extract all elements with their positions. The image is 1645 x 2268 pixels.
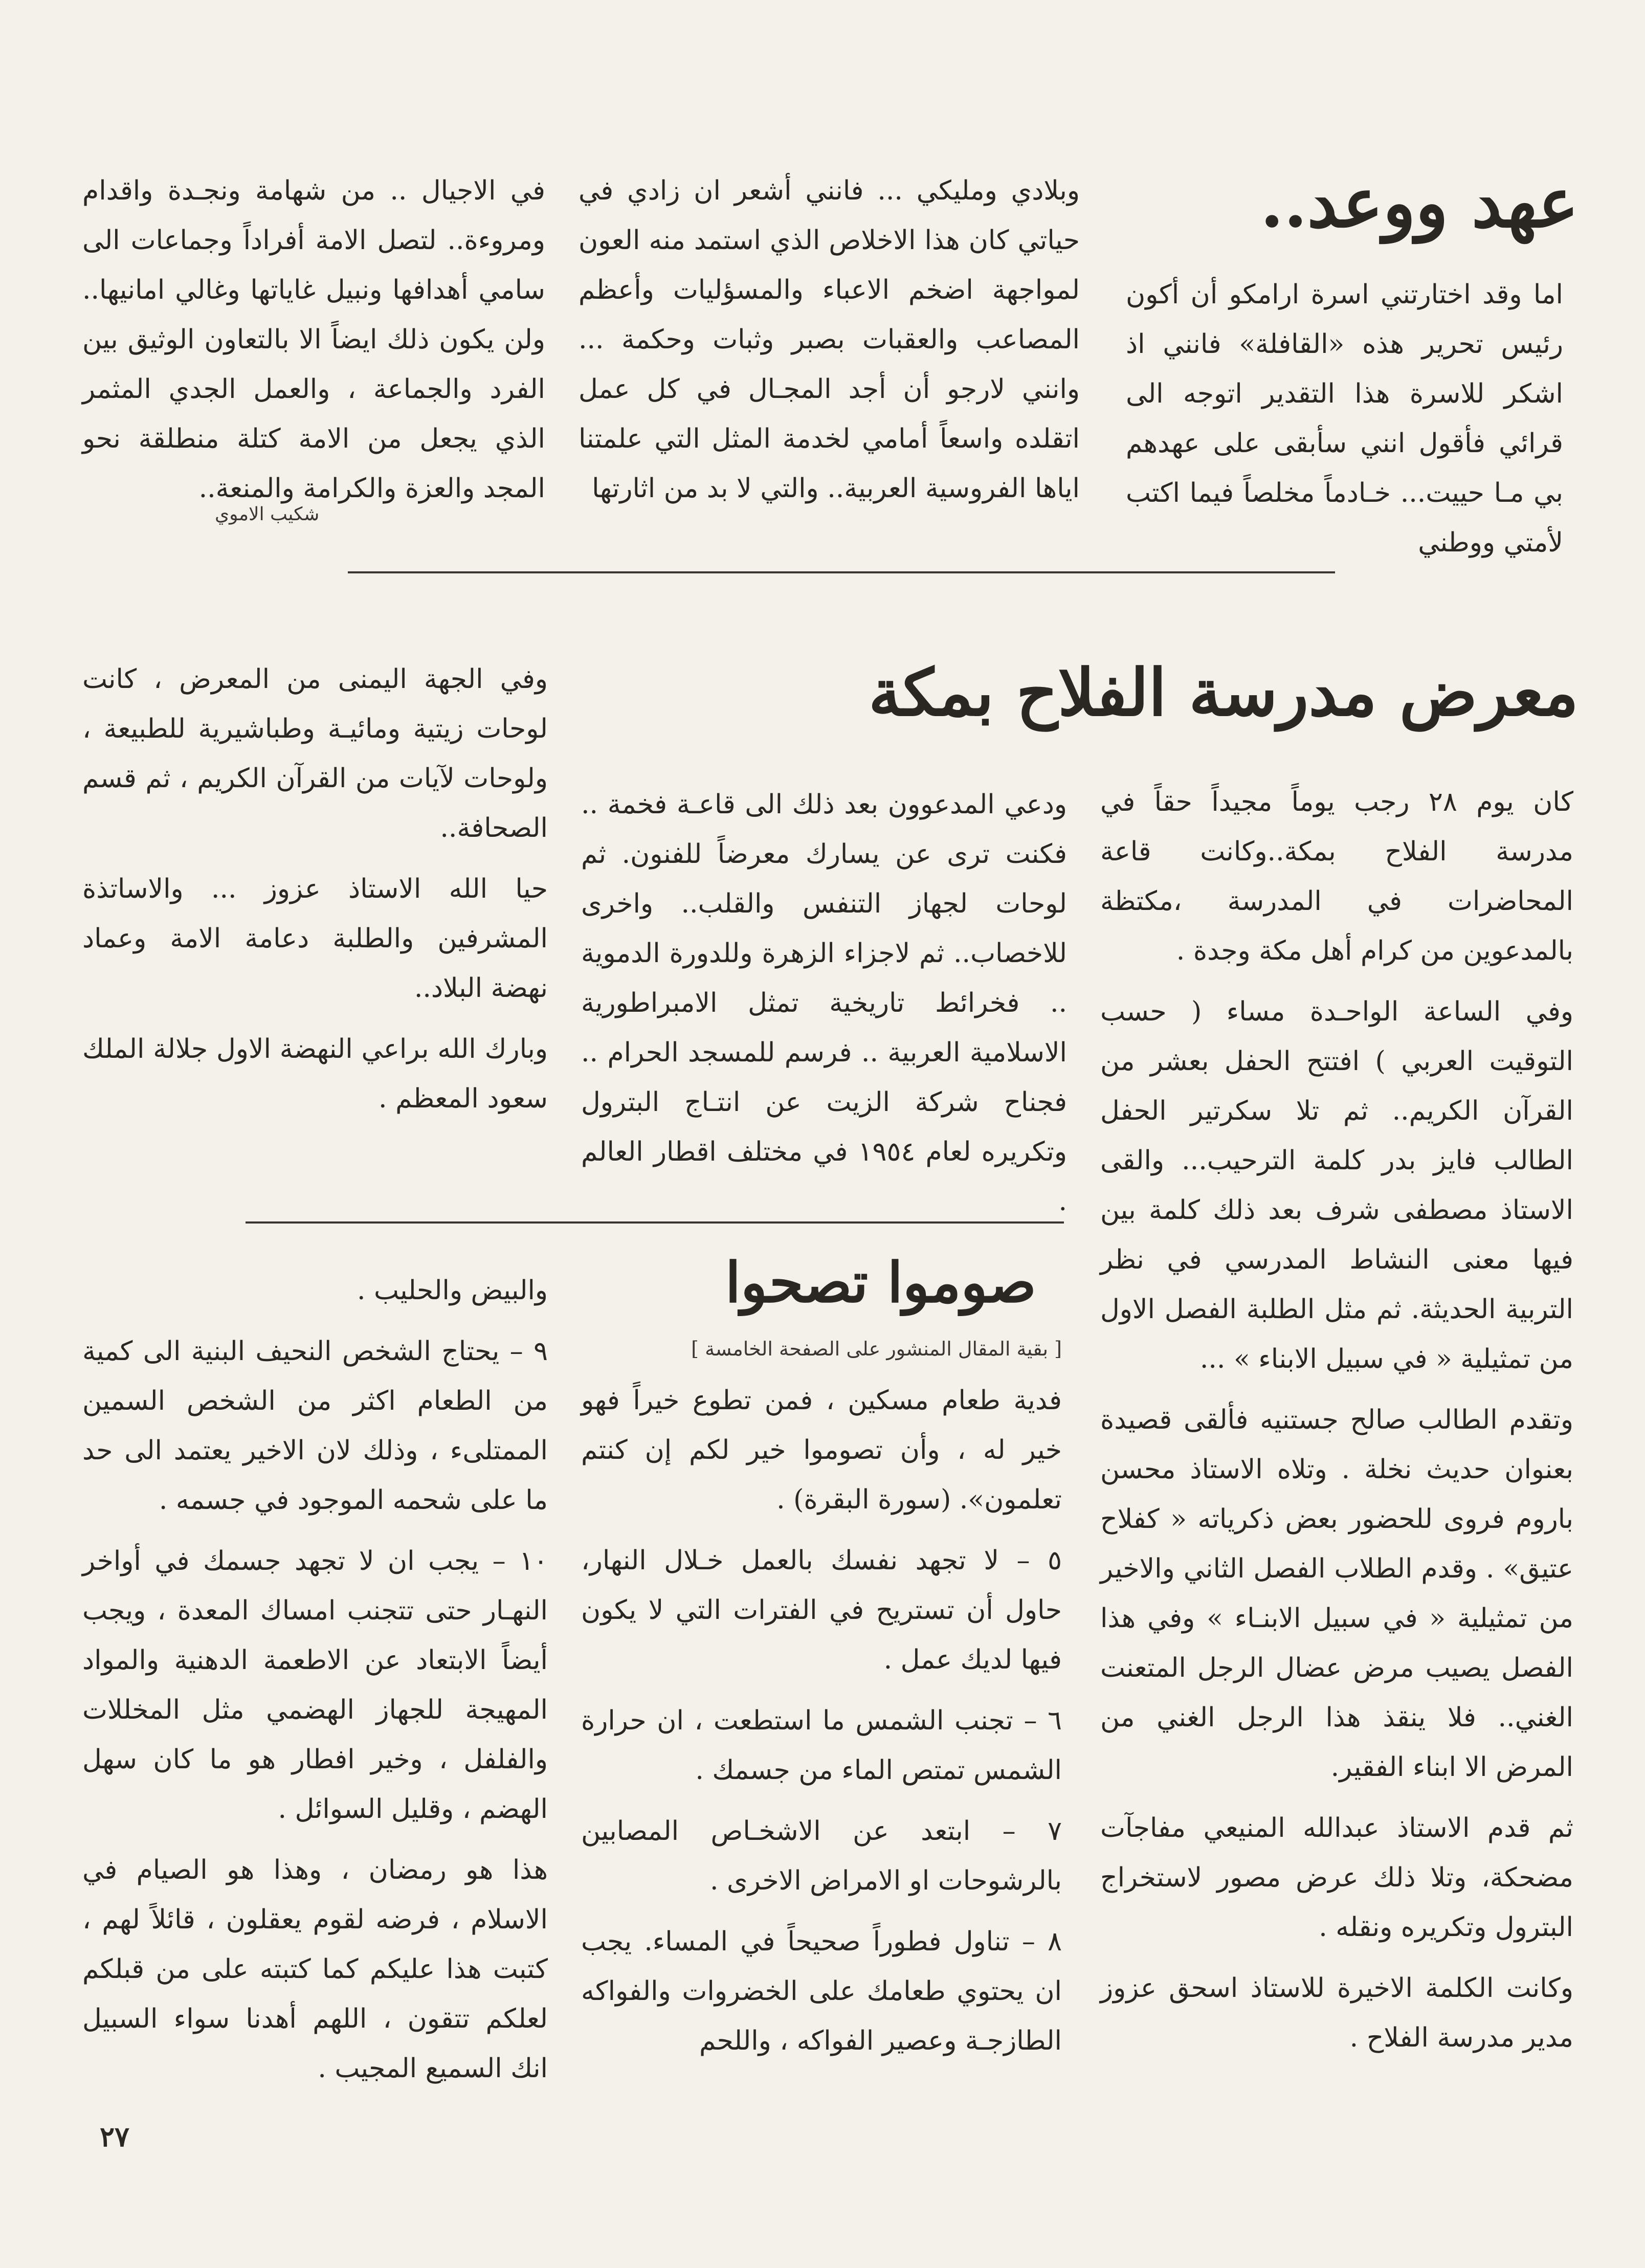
article-title-falah-exhibition: معرض مدرسة الفلاح بمكة xyxy=(868,655,1579,730)
article-title-ahd-wa-waad: عهد ووعد.. xyxy=(1260,164,1579,243)
article1-column-right: اما وقد اختارتني اسرة ارامكو أن أكون رئيس تحرير هذه «القافلة» فانني اذ اشكر للاسرة هذا التقدير اتوجه الى قرائي فأقول انني سأبقى على عهدهم بي مـا حييت... خـادماً مخلصاً فيما اكتب لأمتي ووطني xyxy=(1126,279,1563,558)
paragraph: هذا هو رمضان ، وهذا هو الصيام في الاسلام ، فرضه لقوم يعقلون ، قائلاً لهم ، كتبت هذا عليكم كما كتبته على من قبلكم لعلكم تتقون ، اللهم أهدنا سواء السبيل انك السميع المجيب . xyxy=(82,1855,548,2084)
article3-column-middle xyxy=(581,1376,1062,2066)
page-number: ٢٧ xyxy=(100,2120,130,2153)
article3-column-left xyxy=(82,1266,548,2094)
article1-column-left: في الاجيال .. من شهامة ونجـدة واقدام ومروءة.. لتصل الامة أفراداً وجماعات الى سامي أهدافها ونبيل غاياتها وغالي امانيها.. ولن يكون ذلك ايضاً الا بالتعاون الوثيق بين الفرد والجماعة ، والعمل الجدي المثمر الذي يجعل من الامة كتلة منطلقة نحو المجد والعزة والكرامة والمنعة.. xyxy=(82,175,545,504)
paragraph: ٦ – تجنب الشمس ما استطعت ، ان حرارة الشمس تمتص الماء من جسمك . xyxy=(581,1705,1062,1786)
article2-column-middle: ودعي المدعوون بعد ذلك الى قاعـة فخمة .. فكنت ترى عن يسارك معرضاً للفنون. ثم لوحات لجهاز التنفس والقلب.. واخرى للاخصاب.. ثم لاجزاء الزهرة وللدورة الدموية .. فخرائط تاريخية تمثل الامبراطورية الاسلامية العربية .. فرسم للمسجد الحرام .. فجناح شركة الزيت عن انتـاج البترول وتكريره لعام ١٩٥٤ في مختلف اقطار العالم . xyxy=(581,789,1068,1217)
paragraph: ٥ – لا تجهد نفسك بالعمل خـلال النهار، حاول أن تستريح في الفترات التي لا يكون فيها لديك عمل . xyxy=(581,1545,1062,1675)
signature: شكيب الاموي xyxy=(215,504,320,525)
paragraph: كان يوم ٢٨ رجب يوماً مجيداً حقاً في مدرسة الفلاح بمكة..وكانت قاعة المحاضرات في المدرسة ،مكتظة بالمدعوين من كرام أهل مكة وجدة . xyxy=(1100,787,1573,966)
paragraph: ٧ – ابتعد عن الاشخـاص المصابين بالرشوحات او الامراض الاخرى . xyxy=(581,1816,1062,1896)
article2-column-left xyxy=(82,655,548,1124)
paragraph: وتقدم الطالب صالح جستنيه فألقى قصيدة بعنوان حديث نخلة . وتلاه الاستاذ محسن باروم فروى للحضور بعض ذكرياته « كفلاح عتيق» . وقدم الطلاب الفصل الثاني والاخير من تمثيلية « في سبيل الابنـاء » وفي هذا الفصل يصيب مرض عضال الرجل المتعنت الغني.. فلا ينقذ هذا الرجل الغني من المرض الا ابناء الفقير. xyxy=(1100,1405,1573,1783)
paragraph: فدية طعام مسكين ، فمن تطوع خيراً فهو خير له ، وأن تصوموا خير لكم إن كنتم تعلمون». (سورة البقرة) . xyxy=(581,1385,1062,1515)
paragraph: والبيض والحليب . xyxy=(357,1275,548,1306)
paragraph: ٩ – يحتاج الشخص النحيف البنية الى كمية من الطعام اكثر من الشخص السمين الممتلىء ، وذلك لان الاخير يعتمد الى حد ما على شحمه الموجود في جسمه . xyxy=(82,1336,548,1516)
article1-column-middle: وبلادي ومليكي ... فانني أشعر ان زادي في حياتي كان هذا الاخلاص الذي استمد منه العون لمواجهة اضخم الاعباء والمسؤليات وأعظم المصاعب والعقبات بصبر وثبات وحكمة ... وانني لارجو أن أجد المجـال في كل عمل اتقلده واسعاً أمامي لخدمة المثل التي علمتنا اياها الفروسية العربية.. والتي لا بد من اثارتها xyxy=(579,175,1080,504)
article2-column-right xyxy=(1100,777,1573,2063)
article-title-sawmu-tasihhu: صوموا تصحوا xyxy=(725,1251,1036,1315)
divider-top xyxy=(348,571,1335,573)
paragraph: حيا الله الاستاذ عزوز ... والاساتذة المشرفين والطلبة دعامة الامة وعماد نهضة البلاد.. xyxy=(82,874,548,1004)
paragraph: وبارك الله براعي النهضة الاول جلالة الملك سعود المعظم . xyxy=(82,1034,548,1114)
continuation-note: [ بقية المقال المنشور على الصفحة الخامسة ] xyxy=(691,1338,1062,1360)
divider-middle xyxy=(246,1221,1064,1224)
paragraph: ٨ – تناول فطوراً صحيحاً في المساء. يجب ان يحتوي طعامك على الخضروات والفواكه الطازجـة وعصير الفواكه ، واللحم xyxy=(581,1926,1062,2056)
paragraph: وفي الجهة اليمنى من المعرض ، كانت لوحات زيتية ومائيـة وطباشيرية للطبيعة ، ولوحات لآيات من القرآن الكريم ، ثم قسم الصحافة.. xyxy=(82,664,548,843)
paragraph: ثم قدم الاستاذ عبدالله المنيعي مفاجآت مضحكة، وتلا ذلك عرض مصور لاستخراج البترول وتكريره ونقله . xyxy=(1100,1813,1574,1943)
paragraph: ١٠ – يجب ان لا تجهد جسمك في أواخر النهـار حتى تتجنب امساك المعدة ، ويجب أيضاً الابتعاد عن الاطعمة الدهنية والمواد المهيجة للجهاز الهضمي مثل المخللات والفلفل ، وخير افطار هو ما كان سهل الهضم ، وقليل السوائل . xyxy=(82,1546,548,1825)
paragraph: وفي الساعة الواحـدة مساء ( حسب التوقيت العربي ) افتتح الحفل بعشر من القرآن الكريم.. ثم تلا سكرتير الحفل الطالب فايز بدر كلمة الترحيب... والقى الاستاذ مصطفى شرف بعد ذلك كلمة بين فيها معنى النشاط المدرسي في نظر التربية الحديثة. ثم مثل الطلبة الفصل الاول من تمثيلية « في سبيل الابناء » ... xyxy=(1100,996,1573,1374)
paragraph: وكانت الكلمة الاخيرة للاستاذ اسحق عزوز مدير مدرسة الفلاح . xyxy=(1100,1973,1573,2053)
